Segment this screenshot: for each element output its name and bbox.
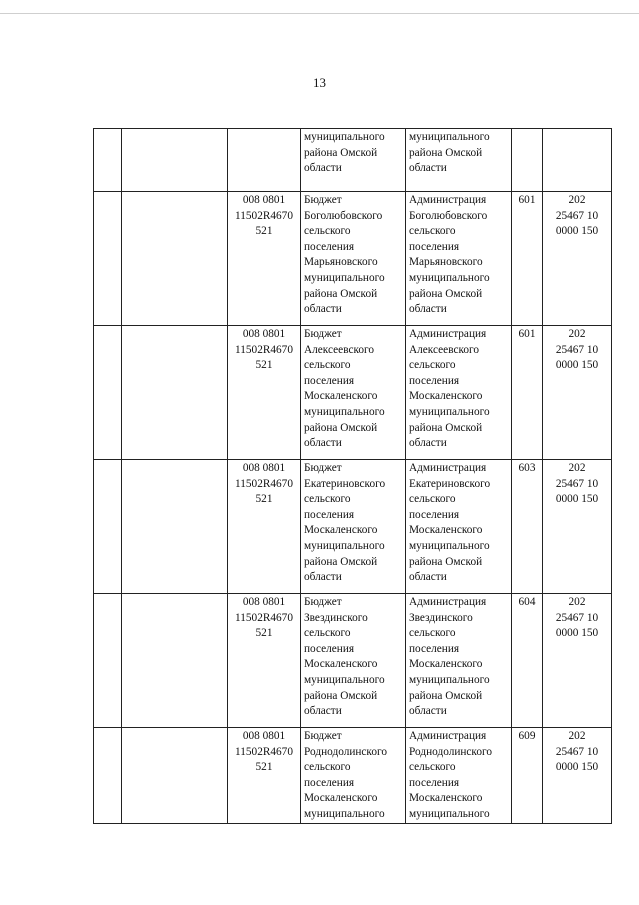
expense-code-cell (228, 129, 301, 192)
administrator-name-cell (406, 460, 512, 594)
administrator-name-cell-line: муниципального (409, 673, 490, 686)
administrator-name-cell-line: области (409, 303, 447, 316)
revenue-code-cell-line: 202 (568, 328, 586, 340)
empty-cell-2 (122, 728, 228, 824)
budget-name-cell-line: области (304, 303, 342, 316)
budget-name-cell-line: Бюджет (304, 730, 342, 742)
expense-code-cell-line: 008 0801 (242, 328, 286, 340)
expense-code-cell (228, 326, 301, 460)
budget-name-cell-line: Звездинского (304, 611, 368, 624)
administrator-name-cell-line: Звездинского (409, 611, 473, 624)
empty-cell-1 (94, 129, 122, 192)
budget-name-cell (301, 460, 406, 594)
expense-code-cell-line: 521 (255, 761, 273, 774)
expense-code-cell-line: 521 (255, 493, 273, 506)
budget-name-cell-line: области (304, 705, 342, 718)
budget-name-cell-line: Бюджет (304, 194, 342, 206)
revenue-code-cell-line: 25467 10 (555, 343, 599, 356)
expense-code-cell-line: 11502R4670 (235, 477, 293, 490)
administrator-name-cell-line: Роднодолинского (409, 745, 492, 758)
empty-cell-2 (122, 129, 228, 192)
expense-code-cell-line: 008 0801 (242, 730, 286, 742)
administrator-name-cell-line: области (409, 437, 447, 450)
budget-name-cell-line: муниципального (304, 405, 385, 418)
budget-name-cell-line: Марьяновского (304, 256, 378, 269)
administrator-name-cell-line: муниципального (409, 405, 490, 418)
administrator-name-cell-line: муниципального (409, 807, 490, 820)
revenue-code-cell-line: 0000 150 (555, 359, 599, 372)
page-number: 13 (313, 75, 326, 90)
budget-name-cell (301, 192, 406, 326)
table-row (94, 460, 612, 594)
administrator-name-cell-line: района Омской (409, 146, 483, 159)
administrator-name-cell-line: области (409, 162, 447, 175)
table-row (94, 192, 612, 326)
administrator-name-cell (406, 728, 512, 824)
budget-name-cell-line: поселения (304, 374, 355, 387)
budget-name-cell-line: сельского (304, 493, 351, 506)
revenue-code-cell-line: 202 (568, 462, 586, 474)
administrator-name-cell-line: Москаленского (409, 658, 483, 671)
table-row (94, 129, 612, 192)
administrator-name-cell-line: области (409, 571, 447, 584)
budget-name-cell-line: Москаленского (304, 524, 378, 537)
budget-name-cell-line: сельского (304, 359, 351, 372)
expense-code-cell-line: 008 0801 (242, 596, 286, 608)
administrator-name-cell-line: Боголюбовского (409, 209, 488, 222)
budget-name-cell-line: муниципального (304, 807, 385, 820)
administrator-name-cell-line: муниципального (409, 271, 490, 284)
administrator-name-cell-line: Екатериновского (409, 477, 491, 490)
administrator-name-cell-line: поселения (409, 508, 460, 521)
empty-cell-2 (122, 460, 228, 594)
expense-code-cell (228, 594, 301, 728)
empty-cell-1 (94, 326, 122, 460)
empty-cell-1 (94, 728, 122, 824)
budget-name-cell-line: области (304, 437, 342, 450)
revenue-code-cell-line: 25467 10 (555, 745, 599, 758)
administrator-name-cell-line: Марьяновского (409, 256, 483, 269)
revenue-code-cell-line: 202 (568, 194, 586, 206)
administrator-name-cell-line: Москаленского (409, 524, 483, 537)
expense-code-cell-line: 11502R4670 (235, 343, 293, 356)
revenue-code-cell (543, 728, 612, 824)
administrator-name-cell-line: района Омской (409, 287, 483, 300)
budget-name-cell-line: поселения (304, 642, 355, 655)
budget-name-cell-line: муниципального (304, 271, 385, 284)
budget-name-cell-line: сельского (304, 627, 351, 640)
administrator-name-cell-line: поселения (409, 776, 460, 789)
empty-cell-1 (94, 192, 122, 326)
table-body (94, 129, 612, 824)
administrator-name-cell-line: муниципального (409, 131, 490, 143)
administrator-name-cell-line: Администрация (409, 462, 487, 474)
revenue-code-cell-line: 25467 10 (555, 477, 599, 490)
budget-name-cell-line: Бюджет (304, 462, 342, 474)
revenue-code-cell (543, 594, 612, 728)
administrator-name-cell-line: Администрация (409, 596, 487, 608)
empty-cell-1 (94, 594, 122, 728)
expense-code-cell-line: 11502R4670 (235, 209, 293, 222)
budget-name-cell (301, 326, 406, 460)
expense-code-cell (228, 460, 301, 594)
administrator-name-cell-line: Алексеевского (409, 343, 480, 356)
budget-name-cell-line: Москаленского (304, 390, 378, 403)
administrator-name-cell (406, 129, 512, 192)
empty-cell-1 (94, 460, 122, 594)
revenue-code-cell (543, 326, 612, 460)
revenue-code-cell (543, 129, 612, 192)
administrator-name-cell-line: района Омской (409, 421, 483, 434)
budget-name-cell-line: сельского (304, 225, 351, 238)
budget-name-cell-line: муниципального (304, 539, 385, 552)
expense-code-cell-line: 008 0801 (242, 194, 286, 206)
budget-name-cell-line: района Омской (304, 146, 378, 159)
administrator-code-cell: 604 (512, 594, 543, 728)
administrator-name-cell (406, 192, 512, 326)
budget-name-cell-line: Екатериновского (304, 477, 386, 490)
budget-name-cell-line: муниципального (304, 131, 385, 143)
administrator-code-cell: 609 (512, 728, 543, 824)
budget-name-cell-line: Бюджет (304, 596, 342, 608)
administrator-name-cell-line: сельского (409, 225, 456, 238)
budget-name-cell-line: Боголюбовского (304, 209, 383, 222)
administrator-code-cell (512, 129, 543, 192)
revenue-code-cell-line: 202 (568, 730, 586, 742)
budget-name-cell-line: сельского (304, 761, 351, 774)
budget-name-cell-line: Роднодолинского (304, 745, 387, 758)
budget-name-cell (301, 594, 406, 728)
administrator-name-cell-line: сельского (409, 493, 456, 506)
administrator-name-cell-line: сельского (409, 627, 456, 640)
budget-name-cell-line: муниципального (304, 673, 385, 686)
administrator-name-cell-line: Администрация (409, 730, 487, 742)
expense-code-cell-line: 11502R4670 (235, 611, 293, 624)
expense-code-cell-line: 008 0801 (242, 462, 286, 474)
administrator-name-cell-line: поселения (409, 374, 460, 387)
expense-code-cell (228, 192, 301, 326)
budget-name-cell-line: области (304, 571, 342, 584)
budget-name-cell-line: поселения (304, 508, 355, 521)
revenue-code-cell (543, 460, 612, 594)
empty-cell-2 (122, 594, 228, 728)
administrator-name-cell-line: Администрация (409, 328, 487, 340)
budget-name-cell-line: Бюджет (304, 328, 342, 340)
budget-allocation-table (93, 128, 612, 824)
expense-code-cell-line: 521 (255, 359, 273, 372)
expense-code-cell-line: 521 (255, 225, 273, 238)
expense-code-cell-line: 521 (255, 627, 273, 640)
administrator-name-cell-line: района Омской (409, 689, 483, 702)
revenue-code-cell-line: 25467 10 (555, 611, 599, 624)
administrator-name-cell-line: сельского (409, 761, 456, 774)
revenue-code-cell-line: 0000 150 (555, 761, 599, 774)
budget-name-cell-line: района Омской (304, 555, 378, 568)
budget-name-cell-line: поселения (304, 240, 355, 253)
budget-name-cell-line: области (304, 162, 342, 175)
revenue-code-cell-line: 202 (568, 596, 586, 608)
administrator-code-cell: 601 (512, 192, 543, 326)
administrator-name-cell-line: Администрация (409, 194, 487, 206)
administrator-name-cell-line: области (409, 705, 447, 718)
administrator-name-cell-line: муниципального (409, 539, 490, 552)
budget-name-cell-line: Алексеевского (304, 343, 375, 356)
budget-name-cell-line: Москаленского (304, 658, 378, 671)
table-row (94, 728, 612, 824)
revenue-code-cell-line: 25467 10 (555, 209, 599, 222)
administrator-name-cell (406, 326, 512, 460)
expense-code-cell (228, 728, 301, 824)
top-divider-line (0, 13, 639, 14)
revenue-code-cell-line: 0000 150 (555, 493, 599, 506)
administrator-name-cell-line: сельского (409, 359, 456, 372)
administrator-name-cell-line: поселения (409, 642, 460, 655)
budget-name-cell-line: района Омской (304, 421, 378, 434)
administrator-name-cell-line: Москаленского (409, 792, 483, 805)
administrator-code-cell: 601 (512, 326, 543, 460)
budget-name-cell-line: Москаленского (304, 792, 378, 805)
budget-name-cell (301, 129, 406, 192)
empty-cell-2 (122, 192, 228, 326)
administrator-name-cell-line: Москаленского (409, 390, 483, 403)
table-row (94, 326, 612, 460)
empty-cell-2 (122, 326, 228, 460)
administrator-name-cell (406, 594, 512, 728)
budget-name-cell-line: района Омской (304, 689, 378, 702)
budget-name-cell (301, 728, 406, 824)
administrator-name-cell-line: поселения (409, 240, 460, 253)
revenue-code-cell-line: 0000 150 (555, 225, 599, 238)
administrator-code-cell: 603 (512, 460, 543, 594)
revenue-code-cell-line: 0000 150 (555, 627, 599, 640)
expense-code-cell-line: 11502R4670 (235, 745, 293, 758)
table-row (94, 594, 612, 728)
budget-name-cell-line: поселения (304, 776, 355, 789)
budget-name-cell-line: района Омской (304, 287, 378, 300)
administrator-name-cell-line: района Омской (409, 555, 483, 568)
revenue-code-cell (543, 192, 612, 326)
